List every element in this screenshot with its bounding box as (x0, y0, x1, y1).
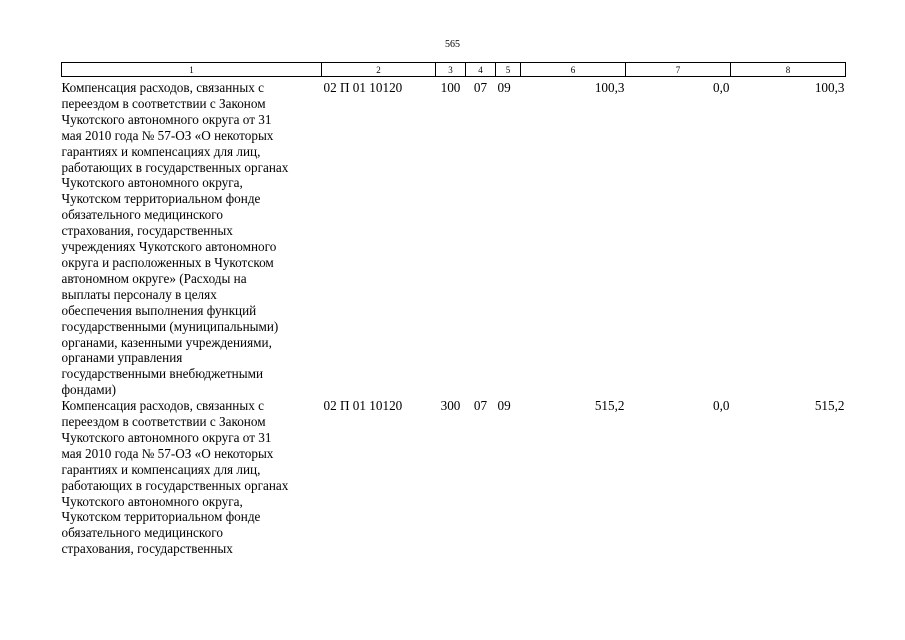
text-line: гарантиях и компенсациях для лиц, (61, 461, 261, 477)
amount-col-6: 100,3 (594, 80, 625, 95)
text-line: переездом в соответствии с Законом (61, 95, 266, 111)
expense-name (62, 77, 322, 399)
text-line: Компенсация расходов, связанных с (61, 80, 264, 95)
header-col-3: 3 (436, 63, 466, 77)
text-line: Чукотского автономного округа, (61, 175, 243, 191)
text-line: фондами) (61, 382, 117, 398)
text-line: работающих в государственных органах (61, 477, 289, 493)
header-col-1: 1 (62, 63, 322, 77)
amount-col-7: 0,0 (713, 398, 730, 414)
text-line: Чукотского автономного округа от 31 (61, 429, 272, 445)
text-line: гарантиях и компенсациях для лиц, (61, 143, 261, 159)
expense-name (62, 398, 322, 557)
page-number: 565 (445, 39, 460, 50)
text-line: выплаты персоналу в целях (61, 286, 217, 302)
text-line: автономном округе» (Расходы на (61, 270, 247, 286)
header-col-6: 6 (521, 63, 626, 77)
text-line: Чукотском территориальном фонде (61, 191, 261, 207)
table-row (62, 398, 846, 557)
amount-col-8: 100,3 (814, 80, 845, 95)
table-row (62, 77, 846, 399)
budget-table (61, 62, 846, 557)
text-line: обязательного медицинского (61, 207, 223, 223)
amount-col-7: 0,0 (713, 80, 730, 95)
subsection-code: 09 (497, 80, 511, 95)
text-line: учреждениях Чукотского автономного (61, 239, 277, 255)
amount-col-8: 515,2 (814, 398, 845, 414)
header-col-7: 7 (626, 63, 731, 77)
target-article-code: 02 П 01 10120 (323, 80, 403, 95)
header-col-2: 2 (322, 63, 436, 77)
text-line: государственными внебюджетными (61, 366, 264, 382)
text-line: Компенсация расходов, связанных с (61, 398, 264, 414)
text-line: округа и расположенных в Чукотском (61, 254, 274, 270)
text-line: работающих в государственных органах (61, 159, 289, 175)
text-line: государственными (муниципальными) (61, 318, 279, 334)
text-line: Чукотского автономного округа от 31 (61, 111, 272, 127)
text-line: обеспечения выполнения функций (61, 302, 257, 318)
text-line: страхования, государственных (61, 541, 233, 557)
text-line: переездом в соответствии с Законом (61, 414, 266, 430)
text-line: органами, казенными учреждениями, (61, 334, 272, 350)
text-line: страхования, государственных (61, 223, 233, 239)
section-code: 07 (473, 80, 488, 95)
text-line: Чукотского автономного округа, (61, 493, 243, 509)
section-code: 07 (473, 398, 488, 414)
text-line: Чукотском территориальном фонде (61, 509, 261, 525)
text-line: обязательного медицинского (61, 525, 223, 541)
header-col-8: 8 (731, 63, 846, 77)
text-line: органами управления (61, 350, 183, 366)
amount-col-6: 515,2 (594, 398, 625, 414)
expense-type-code: 300 (440, 398, 461, 414)
target-article-code: 02 П 01 10120 (323, 398, 403, 414)
header-col-4: 4 (466, 63, 496, 77)
expense-type-code: 100 (440, 80, 461, 95)
subsection-code: 09 (497, 398, 511, 414)
text-line: мая 2010 года № 57-ОЗ «О некоторых (61, 127, 274, 143)
text-line: мая 2010 года № 57-ОЗ «О некоторых (61, 445, 274, 461)
header-col-5: 5 (496, 63, 521, 77)
table-header-row (62, 63, 846, 77)
